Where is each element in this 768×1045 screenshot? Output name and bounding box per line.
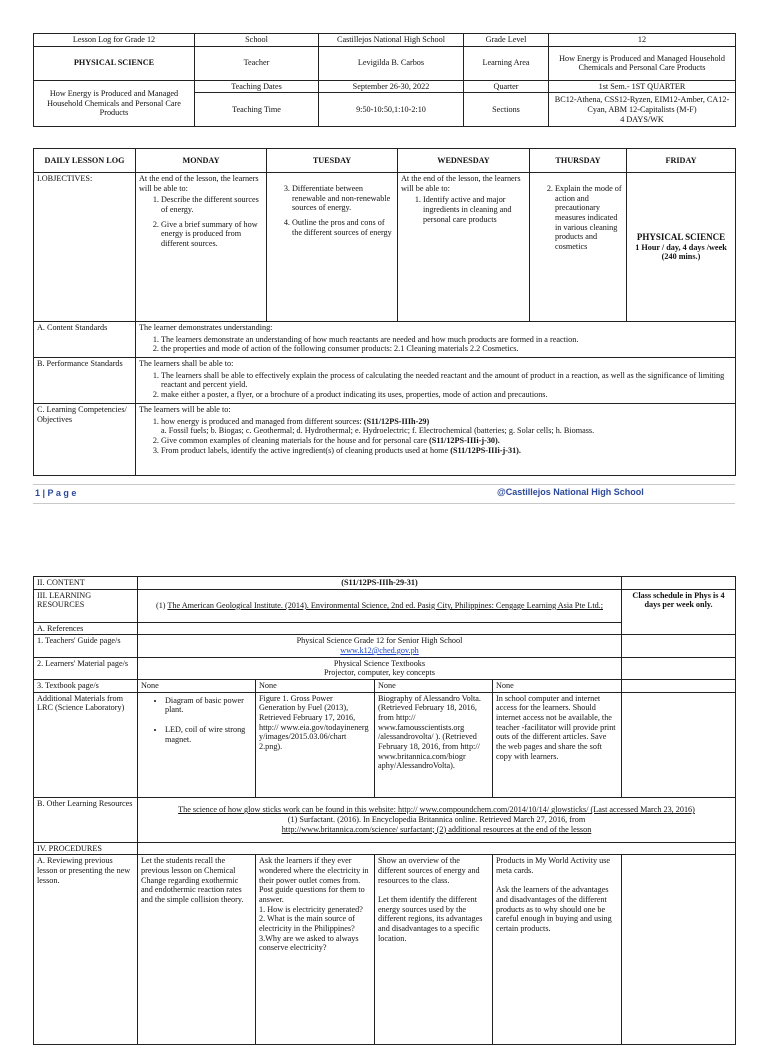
footer-divider: [33, 484, 735, 485]
reviewing-empty: [622, 855, 736, 1045]
textbook-thursday: None: [493, 680, 622, 693]
competencies-text: The learners will be able to: 1. how energy is produced and managed from different sources: (S11/12PS-IIIh-29) a. Fossil fuels; b. Biogas; c. Geothermal; d. Hydrothermal; e. Hydroelectric; f. Electrochemical (batteries; g. Solar cells; h. Biomass. 2. Give common examples of cleaning materials for the house and for personal care (S11/12PS-IIIi-j-30). 3. From product labels, identify the active ingredient(s) of cleaning products used at home (S11/12PS-IIIi-j-31).: [136, 404, 736, 476]
competencies-label: C. Learning Competencies/ Objectives: [34, 404, 136, 476]
additional-materials-label: Additional Materials from LRC (Science Laboratory): [34, 692, 138, 797]
procedures-empty: [138, 842, 736, 855]
teaching-time-value: 9:50-10:50,1:10-2:10: [319, 93, 464, 127]
content-standards-label: A. Content Standards: [34, 322, 136, 358]
content-standards-text: The learner demonstrates understanding: 1. The learners demonstrate an understanding of how much reactants are needed and how much products are formed in a reaction. 2. the properties and mode of action of the following consumer products: 2.1 Cleaning materials 2.2 Cosmetics.: [136, 322, 736, 358]
resources-procedures-table: [33, 576, 736, 1045]
school-label: School: [195, 34, 319, 47]
school-name: Castillejos National High School: [319, 34, 464, 47]
textbook-wednesday: None: [375, 680, 493, 693]
log-title: Lesson Log for Grade 12: [34, 34, 195, 47]
day-tuesday: TUESDAY: [267, 149, 398, 173]
references-label: A. References: [34, 622, 138, 635]
additional-materials-tuesday: Figure 1. Gross Power Generation by Fuel (2013), Retrieved February 17, 2016, http:// www.eia.gov/todayinenerg y/images/2015.03.06/chart 2.png).: [256, 692, 375, 797]
content-empty: [622, 577, 736, 590]
dll-corner: DAILY LESSON LOG: [34, 149, 136, 173]
textbook-empty: [622, 680, 736, 693]
teacher-label: Teacher: [195, 46, 319, 80]
reviewing-label: A. Reviewing previous lesson or presenting the new lesson.: [34, 855, 138, 1045]
learning-resources-label: III. LEARNING RESOURCES: [34, 589, 138, 622]
learners-material-label: 2. Learners' Material page/s: [34, 657, 138, 679]
other-resources-text: The science of how glow sticks work can be found in this website: http:// www.compoundchem.com/2014/10/14/ glowsticks/ (Last accessed March 23, 2016) (1) Surfactant. (2016). In Encyclopedia Britannica online. Retrieved March 27, 2016, from http://www.britannica.com/science/ surfactant; (2) additional resources at the end of the lesson: [138, 797, 736, 842]
objectives-thursday: 2. Explain the mode of action and precautionary measures indicated in various cleaning products and cosmetics: [530, 173, 627, 322]
day-friday: FRIDAY: [627, 149, 736, 173]
sections-label: Sections: [464, 93, 549, 127]
textbook-label: 3. Textbook page/s: [34, 680, 138, 693]
learners-material-text: Physical Science Textbooks Projector, computer, key concepts: [138, 657, 622, 679]
subject-title: PHYSICAL SCIENCE: [34, 46, 195, 80]
additional-materials-empty: [622, 692, 736, 797]
procedures-label: IV. PROCEDURES: [34, 842, 138, 855]
teaching-dates-value: September 26-30, 2022: [319, 80, 464, 93]
objectives-friday: PHYSICAL SCIENCE 1 Hour / day, 4 days /week (240 mins.): [627, 173, 736, 322]
reviewing-thursday: Products in My World Activity use meta cards. Ask the learners of the advantages and disadvantages of the different products as to why should one be careful enough in buying and using certain products.: [493, 855, 622, 1045]
page-number: 1 | P a g e: [35, 488, 77, 498]
teachers-guide-label: 1. Teachers' Guide page/s: [34, 635, 138, 657]
teachers-guide-text: Physical Science Grade 12 for Senior High School www.k12@ched.gov.ph: [138, 635, 622, 657]
daily-lesson-log-table: [33, 148, 736, 476]
additional-materials-monday: • Diagram of basic power plant. • LED, coil of wire strong magnet.: [138, 692, 256, 797]
textbook-monday: None: [138, 680, 256, 693]
reviewing-monday: Let the students recall the previous lesson on Chemical Change regarding exothermic and endothermic reaction rates and the simple collision theory.: [138, 855, 256, 1045]
performance-standards-label: B. Performance Standards: [34, 358, 136, 404]
reviewing-wednesday: Show an overview of the different sources of energy and resources to the class. Let them identify the different energy sources used by the different regions, its advantages and disadvantages to a specific location.: [375, 855, 493, 1045]
objectives-monday: At the end of the lesson, the learners will be able to: 1. Describe the different sources of energy. 2. Give a brief summary of how energy is produced from different sources.: [136, 173, 267, 322]
footer-divider-bottom: [33, 503, 735, 504]
references-empty: [138, 622, 622, 635]
grade-level-value: 12: [549, 34, 736, 47]
additional-materials-wednesday: Biography of Alessandro Volta. (Retrieved February 18, 2016, from http:// www.famousscientists.org /alessandrovolta/ ). (Retrieved February 18, 2016, from http:// www.britannica.com/biogr aphy/AlessandroVolta).: [375, 692, 493, 797]
performance-standards-text: The learners shall be able to: 1. The learners shall be able to effectively explain the process of calculating the needed reactant and the amount of product in a reaction, as well as the significance of limiting reactant and percent yield. 2. make either a poster, a flyer, or a brochure of a product indicating its uses, properties, mode of action and precautions.: [136, 358, 736, 404]
teaching-dates-label: Teaching Dates: [195, 80, 319, 93]
quarter-label: Quarter: [464, 80, 549, 93]
schedule-note: Class schedule in Phys is 4 days per week only.: [622, 589, 736, 635]
content-code: (S11/12PS-IIIh-29-31): [138, 577, 622, 590]
objectives-tuesday: 3. Differentiate between renewable and non-renewable sources of energy. 4. Outline the pros and cons of the different sources of energy: [267, 173, 398, 322]
day-wednesday: WEDNESDAY: [398, 149, 530, 173]
learning-area-label: Learning Area: [464, 46, 549, 80]
other-resources-label: B. Other Learning Resources: [34, 797, 138, 842]
teacher-name: Levigilda B. Carbos: [319, 46, 464, 80]
learning-area-value: How Energy is Produced and Managed Household Chemicals and Personal Care Products: [549, 46, 736, 80]
grade-level-label: Grade Level: [464, 34, 549, 47]
objectives-label: I.OBJECTIVES:: [34, 173, 136, 322]
teachers-guide-empty: [622, 635, 736, 657]
learners-material-empty: [622, 657, 736, 679]
additional-materials-thursday: In school computer and internet access for the learners. Should internet access not be available, the teacher -facilitator will provide print outs of the different articles. Save the web pages and share the soft copy with learners.: [493, 692, 622, 797]
sections-value: BC12-Athena, CSS12-Ryzen, EIM12-Amber, CA12- Cyan, ABM 12-Capitalists (M-F) 4 DAYS/WK: [549, 93, 736, 127]
header-table: [33, 33, 736, 127]
objectives-wednesday: At the end of the lesson, the learners will be able to: 1. Identify active and major ingredients in cleaning and personal care products: [398, 173, 530, 322]
teaching-time-label: Teaching Time: [195, 93, 319, 127]
day-thursday: THURSDAY: [530, 149, 627, 173]
content-label: II. CONTENT: [34, 577, 138, 590]
reviewing-tuesday: Ask the learners if they ever wondered where the electricity in their power outlet comes from. Post guide questions for them to answer. 1. How is electricity generated? 2. What is the main source of electricity in the Philippines? 3.Why are we asked to always conserve electricity?: [256, 855, 375, 1045]
day-monday: MONDAY: [136, 149, 267, 173]
quarter-value: 1st Sem.- 1ST QUARTER: [549, 80, 736, 93]
topic-title: How Energy is Produced and Managed Household Chemicals and Personal Care Products: [34, 80, 195, 127]
learning-resources-text: (1) The American Geological Institute. (2014). Environmental Science, 2nd ed. Pasig City, Philippines: Cengage Learning Asia Pte Ltd.;: [138, 589, 622, 622]
footer-school: @Castillejos National High School: [497, 487, 644, 497]
textbook-tuesday: None: [256, 680, 375, 693]
